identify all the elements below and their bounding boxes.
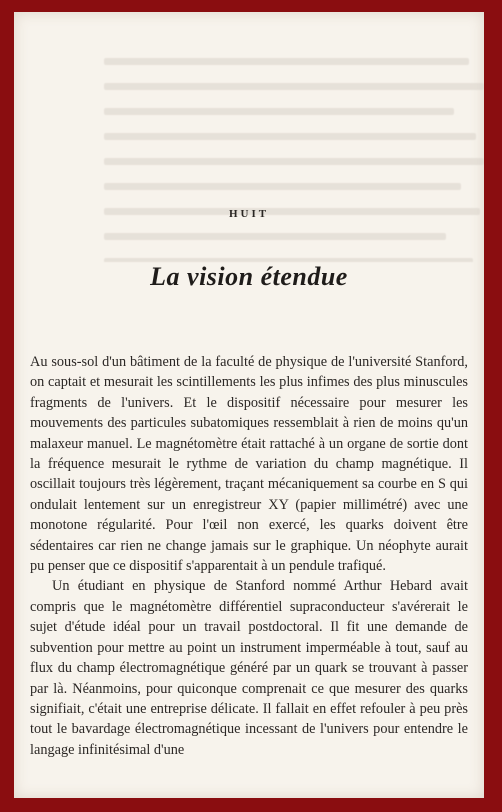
paragraph: Un étudiant en physique de Stanford nommé Arthur Hebard avait compris que le magnétomètre différentiel supraconducteur s'avérerait le sujet d'étude idéal pour un travail postdoctoral. Il fit une demande de subvention pour mettre au point un instrument imperméable à tout, sauf au flux du champ électromagnétique généré par un quark se trouvant à passer par là. Néanmoins, pour quiconque comprenait ce que mesurer des quarks signifiait, c'était une entreprise délicate. Il fallait en effet refouler à peu près tout le bavardage électromagnétique incessant de l'univers pour entendre le langage infinitésimal d'une	[30, 578, 468, 758]
chapter-number: HUIT	[228, 208, 270, 220]
show-through-text	[104, 52, 484, 262]
body-text	[30, 352, 468, 760]
chapter-title: La vision étendue	[150, 262, 348, 291]
book-page	[14, 12, 484, 798]
paragraph: Au sous-sol d'un bâtiment de la faculté de physique de l'université Stanford, on captait et mesurait les scintillements les plus infimes des plus minuscules fragments de l'univers. Et le dispositif nécessaire pour mesurer les mouvements des particules subatomiques ressemblait à rien de moins qu'un malaxeur manuel. Le magnétomètre était rattaché à un organe de sortie dont la fréquence mesurait le rythme de variation du champ magnétique. Il oscillait toujours très légèrement, traçant mécaniquement sa courbe en S qui ondulait lentement sur un enregistreur XY (papier millimétré) avec une monotone régularité. Pour l'œil non exercé, les quarks doivent être sédentaires car rien ne change jamais sur le graphique. Un néophyte aurait pu penser que ce dispositif s'apparentait à un pendule trafiqué.	[30, 354, 468, 575]
